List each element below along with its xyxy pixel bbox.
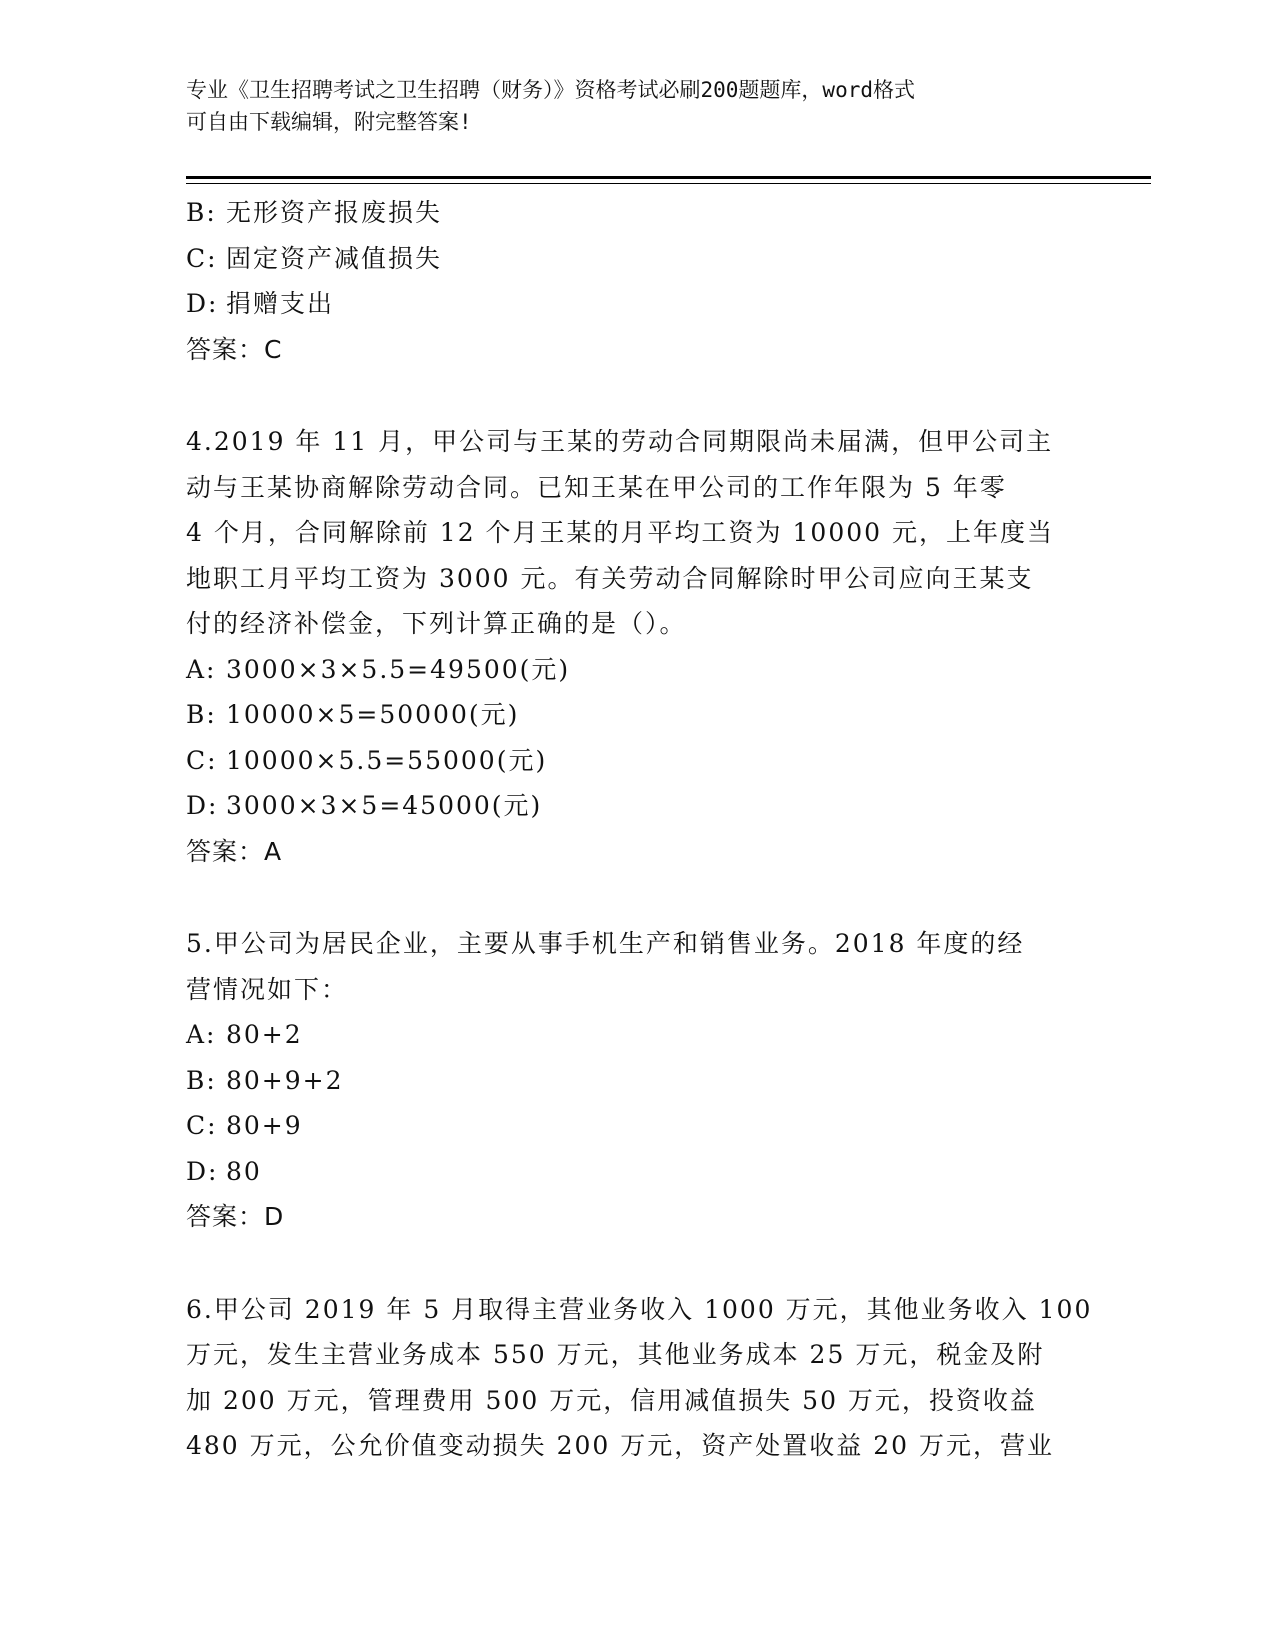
question-5 (186, 921, 1086, 1240)
question-stem-line: 加 200 万元，管理费用 500 万元，信用减值损失 50 万元，投资收益 (186, 1385, 1037, 1415)
question-stem-line: 营情况如下： (186, 974, 349, 1004)
header-line-2: 可自由下载编辑，附完整答案! (186, 110, 472, 134)
option-b: B: 无形资产报废损失 (186, 198, 443, 227)
header-rule-thick (186, 176, 1151, 179)
header-rule-thin (186, 183, 1151, 184)
option-c: C: 固定资产减值损失 (186, 243, 443, 273)
option-d: D: 3000×3×5=45000(元) (186, 791, 543, 820)
question-stem-line: 6.甲公司 2019 年 5 月取得主营业务收入 1000 万元，其他业务收入 100 (186, 1294, 1093, 1324)
question-list (186, 190, 1093, 1469)
question-3-partial (186, 190, 1086, 372)
question-6 (186, 1287, 1093, 1469)
option-b: B: 10000×5=50000(元) (186, 700, 520, 729)
question-stem-line: 付的经济补偿金，下列计算正确的是（）。 (186, 609, 687, 638)
option-a: A: 3000×3×5.5=49500(元) (186, 654, 571, 684)
question-stem-line: 4.2019 年 11 月，甲公司与王某的劳动合同期限尚未届满，但甲公司主 (186, 427, 1054, 456)
answer-line: 答案：C (186, 334, 283, 364)
question-4 (186, 419, 1086, 874)
option-c: C: 80+9 (186, 1111, 303, 1140)
question-stem-line: 480 万元，公允价值变动损失 200 万元，资产处置收益 20 万元，营业 (186, 1431, 1054, 1460)
option-d: D: 80 (186, 1156, 262, 1186)
question-stem-line: 4 个月，合同解除前 12 个月王某的月平均工资为 10000 元，上年度当 (186, 518, 1054, 547)
answer-line: 答案：A (186, 836, 283, 866)
option-c: C: 10000×5.5=55000(元) (186, 745, 548, 775)
question-stem-line: 动与王某协商解除劳动合同。已知王某在甲公司的工作年限为 5 年零 (186, 472, 1007, 502)
answer-line: 答案：D (186, 1202, 285, 1231)
header-line-1: 专业《卫生招聘考试之卫生招聘（财务）》资格考试必刷200题题库，word格式 (186, 78, 915, 102)
document-header (186, 74, 1086, 138)
question-stem-line: 万元，发生主营业务成本 550 万元，其他业务成本 25 万元，税金及附 (186, 1340, 1045, 1369)
question-stem-line: 地职工月平均工资为 3000 元。有关劳动合同解除时甲公司应向王某支 (186, 563, 1034, 593)
question-stem-line: 5.甲公司为居民企业，主要从事手机生产和销售业务。2018 年度的经 (186, 929, 1025, 958)
option-a: A: 80+2 (186, 1020, 303, 1049)
option-b: B: 80+9+2 (186, 1065, 344, 1095)
option-d: D: 捐赠支出 (186, 289, 335, 318)
